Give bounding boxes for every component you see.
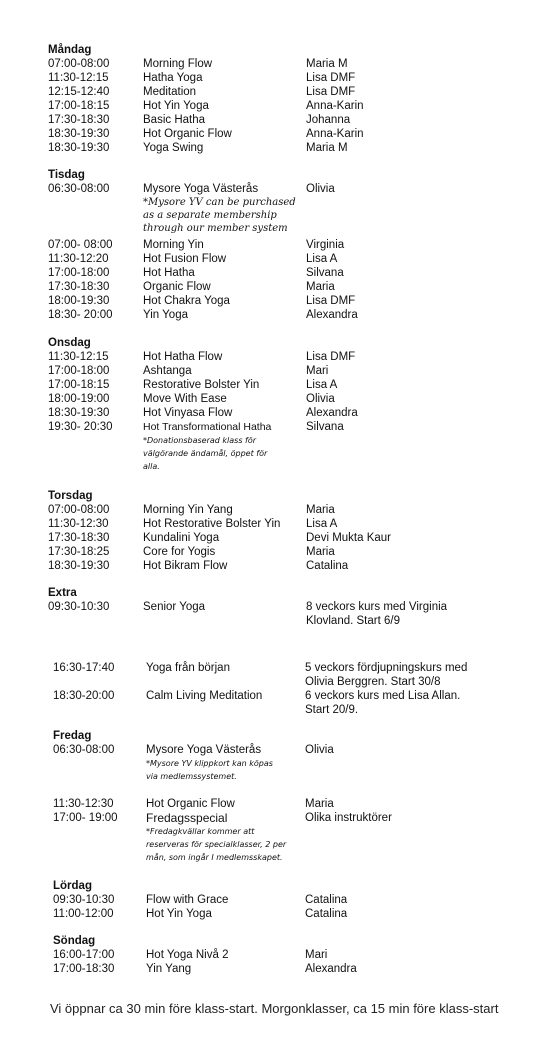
time: 18:30-19:30 [48, 128, 110, 140]
teacher: Maria [305, 798, 334, 810]
time: 11:30-12:30 [53, 798, 114, 810]
teacher: Lisa DMF [306, 351, 356, 363]
schedule-row [0, 392, 560, 406]
teacher: Olika instruktörer [305, 812, 392, 824]
time: 06:30-08:00 [48, 183, 110, 195]
schedule-row [0, 71, 560, 85]
time: 17:30-18:25 [48, 546, 110, 558]
teacher: Lisa DMF [306, 72, 356, 84]
note-line: *Donationsbaserad klass för [143, 436, 257, 445]
teacher: Catalina [305, 908, 348, 920]
time: 17:30-18:30 [48, 532, 110, 544]
time: 17:00-18:30 [53, 963, 115, 975]
time: 11:30-12:20 [48, 253, 109, 265]
teacher: Maria M [306, 142, 348, 154]
class-name: Hot Bikram Flow [143, 560, 228, 572]
note-line: *Fredagkvällar kommer att [146, 827, 255, 836]
schedule-row [0, 948, 560, 962]
class-name: Hatha Yoga [143, 72, 203, 84]
schedule-row [0, 406, 560, 420]
teacher: Maria [306, 504, 335, 516]
class-name: Morning Yin Yang [143, 504, 233, 516]
note-line: välgörande ändamål, öppet för [143, 449, 268, 458]
teacher: Lisa DMF [306, 86, 356, 98]
course-line: 8 veckors kurs med Virginia [306, 601, 448, 613]
course-description [305, 689, 460, 717]
class-name: Hot Vinyasa Flow [143, 407, 233, 419]
day-heading-tisdag: Tisdag [48, 169, 85, 181]
schedule-row [0, 531, 560, 545]
schedule-row [0, 113, 560, 127]
teacher: Catalina [305, 894, 348, 906]
schedule-row [0, 661, 560, 675]
class-name: Hot Hatha [143, 267, 195, 279]
time: 18:30- 20:00 [48, 309, 113, 321]
schedule-row [0, 308, 560, 322]
time: 07:00- 08:00 [48, 239, 113, 251]
class-name: Ashtanga [143, 365, 192, 377]
class-name: Hot Yin Yoga [143, 100, 209, 112]
schedule-row [0, 266, 560, 280]
schedule-row [0, 907, 560, 921]
teacher: Maria M [306, 58, 348, 70]
day-heading-onsdag: Onsdag [48, 337, 91, 349]
course-line: Klovland. Start 6/9 [306, 615, 400, 627]
class-name: Hot Hatha Flow [143, 351, 223, 363]
teacher: Catalina [306, 560, 349, 572]
teacher: Anna-Karin [306, 128, 364, 140]
time: 11:30-12:30 [48, 518, 109, 530]
teacher: Johanna [306, 114, 351, 126]
section-heading-extra: Extra [48, 587, 77, 599]
time: 11:30-12:15 [48, 351, 109, 363]
time: 18:30-19:30 [48, 407, 110, 419]
schedule-row [0, 252, 560, 266]
time: 17:00- 19:00 [53, 812, 118, 824]
note-line: mån, som ingår I medlemsskapet. [146, 853, 283, 862]
time: 07:00-08:00 [48, 58, 110, 70]
schedule-row [0, 238, 560, 252]
schedule-row [0, 545, 560, 559]
schedule-row [0, 141, 560, 155]
schedule-row [0, 559, 560, 573]
note-line: via medlemssystemet. [146, 772, 237, 781]
teacher: Alexandra [306, 309, 358, 321]
class-name: Hot Yin Yoga [146, 908, 212, 920]
teacher: Olivia [305, 744, 334, 756]
schedule-row [0, 503, 560, 517]
course-line: 5 veckors fördjupningskurs med [305, 662, 468, 674]
teacher: Lisa A [306, 518, 338, 530]
class-name: Mysore Yoga Västerås [143, 183, 259, 195]
schedule-row [0, 85, 560, 99]
class-name: Core for Yogis [143, 546, 216, 558]
time: 19:30- 20:30 [48, 421, 113, 433]
class-name: Morning Flow [143, 58, 213, 70]
teacher: Olivia [306, 393, 335, 405]
class-name: Flow with Grace [146, 894, 229, 906]
time: 18:30-19:30 [48, 142, 110, 154]
teacher: Mari [305, 949, 328, 961]
teacher: Alexandra [305, 963, 357, 975]
course-description [306, 600, 447, 628]
time: 17:30-18:30 [48, 281, 110, 293]
schedule-row [0, 99, 560, 113]
schedule-row [0, 600, 560, 614]
schedule-row [0, 420, 560, 434]
schedule-row [0, 893, 560, 907]
schedule-row [0, 364, 560, 378]
class-name: Senior Yoga [143, 601, 206, 613]
day-heading-sondag: Söndag [53, 935, 96, 947]
schedule-row [0, 350, 560, 364]
class-name: Kundalini Yoga [143, 532, 220, 544]
schedule-row [0, 962, 560, 976]
note-line: alla. [143, 462, 160, 471]
class-name: Yoga Swing [143, 142, 204, 154]
teacher: Alexandra [306, 407, 358, 419]
note-line: *Mysore YV can be purchased [143, 197, 296, 208]
class-name: Organic Flow [143, 281, 211, 293]
schedule-row [0, 689, 560, 703]
class-name: Yin Yoga [143, 309, 188, 321]
note-line: as a separate membership [143, 210, 277, 221]
course-line: Start 20/9. [305, 704, 359, 716]
day-heading-mandag: Måndag [48, 44, 92, 56]
class-name: Hot Transformational Hatha [143, 421, 272, 433]
time: 07:00-08:00 [48, 504, 110, 516]
time: 17:00-18:15 [48, 379, 110, 391]
time: 18:30-20:00 [53, 690, 115, 702]
class-name: Yoga från början [146, 662, 230, 674]
schedule-row [0, 182, 560, 196]
class-name: Meditation [143, 86, 197, 98]
time: 17:00-18:00 [48, 267, 110, 279]
teacher: Virginia [306, 239, 345, 251]
time: 17:30-18:30 [48, 114, 110, 126]
day-heading-torsdag: Torsdag [48, 490, 93, 502]
time: 17:00-18:15 [48, 100, 110, 112]
teacher: Silvana [306, 267, 344, 279]
class-name: Basic Hatha [143, 114, 206, 126]
course-line: 6 veckors kurs med Lisa Allan. [305, 690, 461, 702]
class-name: Restorative Bolster Yin [143, 379, 260, 391]
time: 11:00-12:00 [53, 908, 114, 920]
schedule-row [0, 797, 560, 811]
teacher: Anna-Karin [306, 100, 364, 112]
schedule-row [0, 57, 560, 71]
day-heading-lordag: Lördag [53, 880, 92, 892]
day-heading-fredag: Fredag [53, 730, 92, 742]
time: 18:30-19:30 [48, 560, 110, 572]
class-name: Move With Ease [143, 393, 227, 405]
time: 18:00-19:30 [48, 295, 110, 307]
schedule-row [0, 280, 560, 294]
teacher: Silvana [306, 421, 344, 433]
note-line: *Mysore YV klippkort kan köpas [146, 759, 273, 768]
teacher: Lisa DMF [306, 295, 356, 307]
teacher: Maria [306, 546, 335, 558]
class-name: Hot Yoga Nivå 2 [146, 949, 229, 961]
note-line: through our member system [143, 223, 288, 234]
class-name: Hot Fusion Flow [143, 253, 227, 265]
class-name: Hot Organic Flow [146, 798, 235, 810]
class-name: Fredagsspecial [146, 811, 228, 825]
teacher: Lisa A [306, 253, 338, 265]
teacher: Lisa A [306, 379, 338, 391]
time: 16:00-17:00 [53, 949, 115, 961]
time: 17:00-18:00 [48, 365, 110, 377]
note-line: reserveras för specialklasser, 2 per [146, 840, 287, 849]
time: 12:15-12:40 [48, 86, 110, 98]
course-description [305, 661, 467, 689]
schedule-row [0, 127, 560, 141]
teacher: Mari [306, 365, 329, 377]
class-name: Mysore Yoga Västerås [146, 744, 262, 756]
schedule-row [0, 294, 560, 308]
time: 09:30-10:30 [53, 894, 115, 906]
class-name: Hot Chakra Yoga [143, 295, 230, 307]
opening-info: Vi öppnar ca 30 min före klass-start. Morgonklasser, ca 15 min före klass-start [50, 1001, 499, 1016]
teacher: Olivia [306, 183, 335, 195]
schedule-row [0, 517, 560, 531]
time: 09:30-10:30 [48, 601, 110, 613]
schedule-row [0, 743, 560, 757]
class-name: Morning Yin [143, 239, 204, 251]
time: 11:30-12:15 [48, 72, 109, 84]
class-name: Hot Organic Flow [143, 128, 232, 140]
schedule-row [0, 811, 560, 825]
teacher: Devi Mukta Kaur [306, 532, 392, 544]
class-name: Hot Restorative Bolster Yin [143, 518, 281, 530]
course-line: Olivia Berggren. Start 30/8 [305, 676, 441, 688]
teacher: Maria [306, 281, 335, 293]
time: 18:00-19:00 [48, 393, 110, 405]
schedule-row [0, 378, 560, 392]
class-name: Yin Yang [146, 963, 192, 975]
time: 06:30-08:00 [53, 744, 115, 756]
time: 16:30-17:40 [53, 662, 115, 674]
class-name: Calm Living Meditation [146, 690, 263, 702]
